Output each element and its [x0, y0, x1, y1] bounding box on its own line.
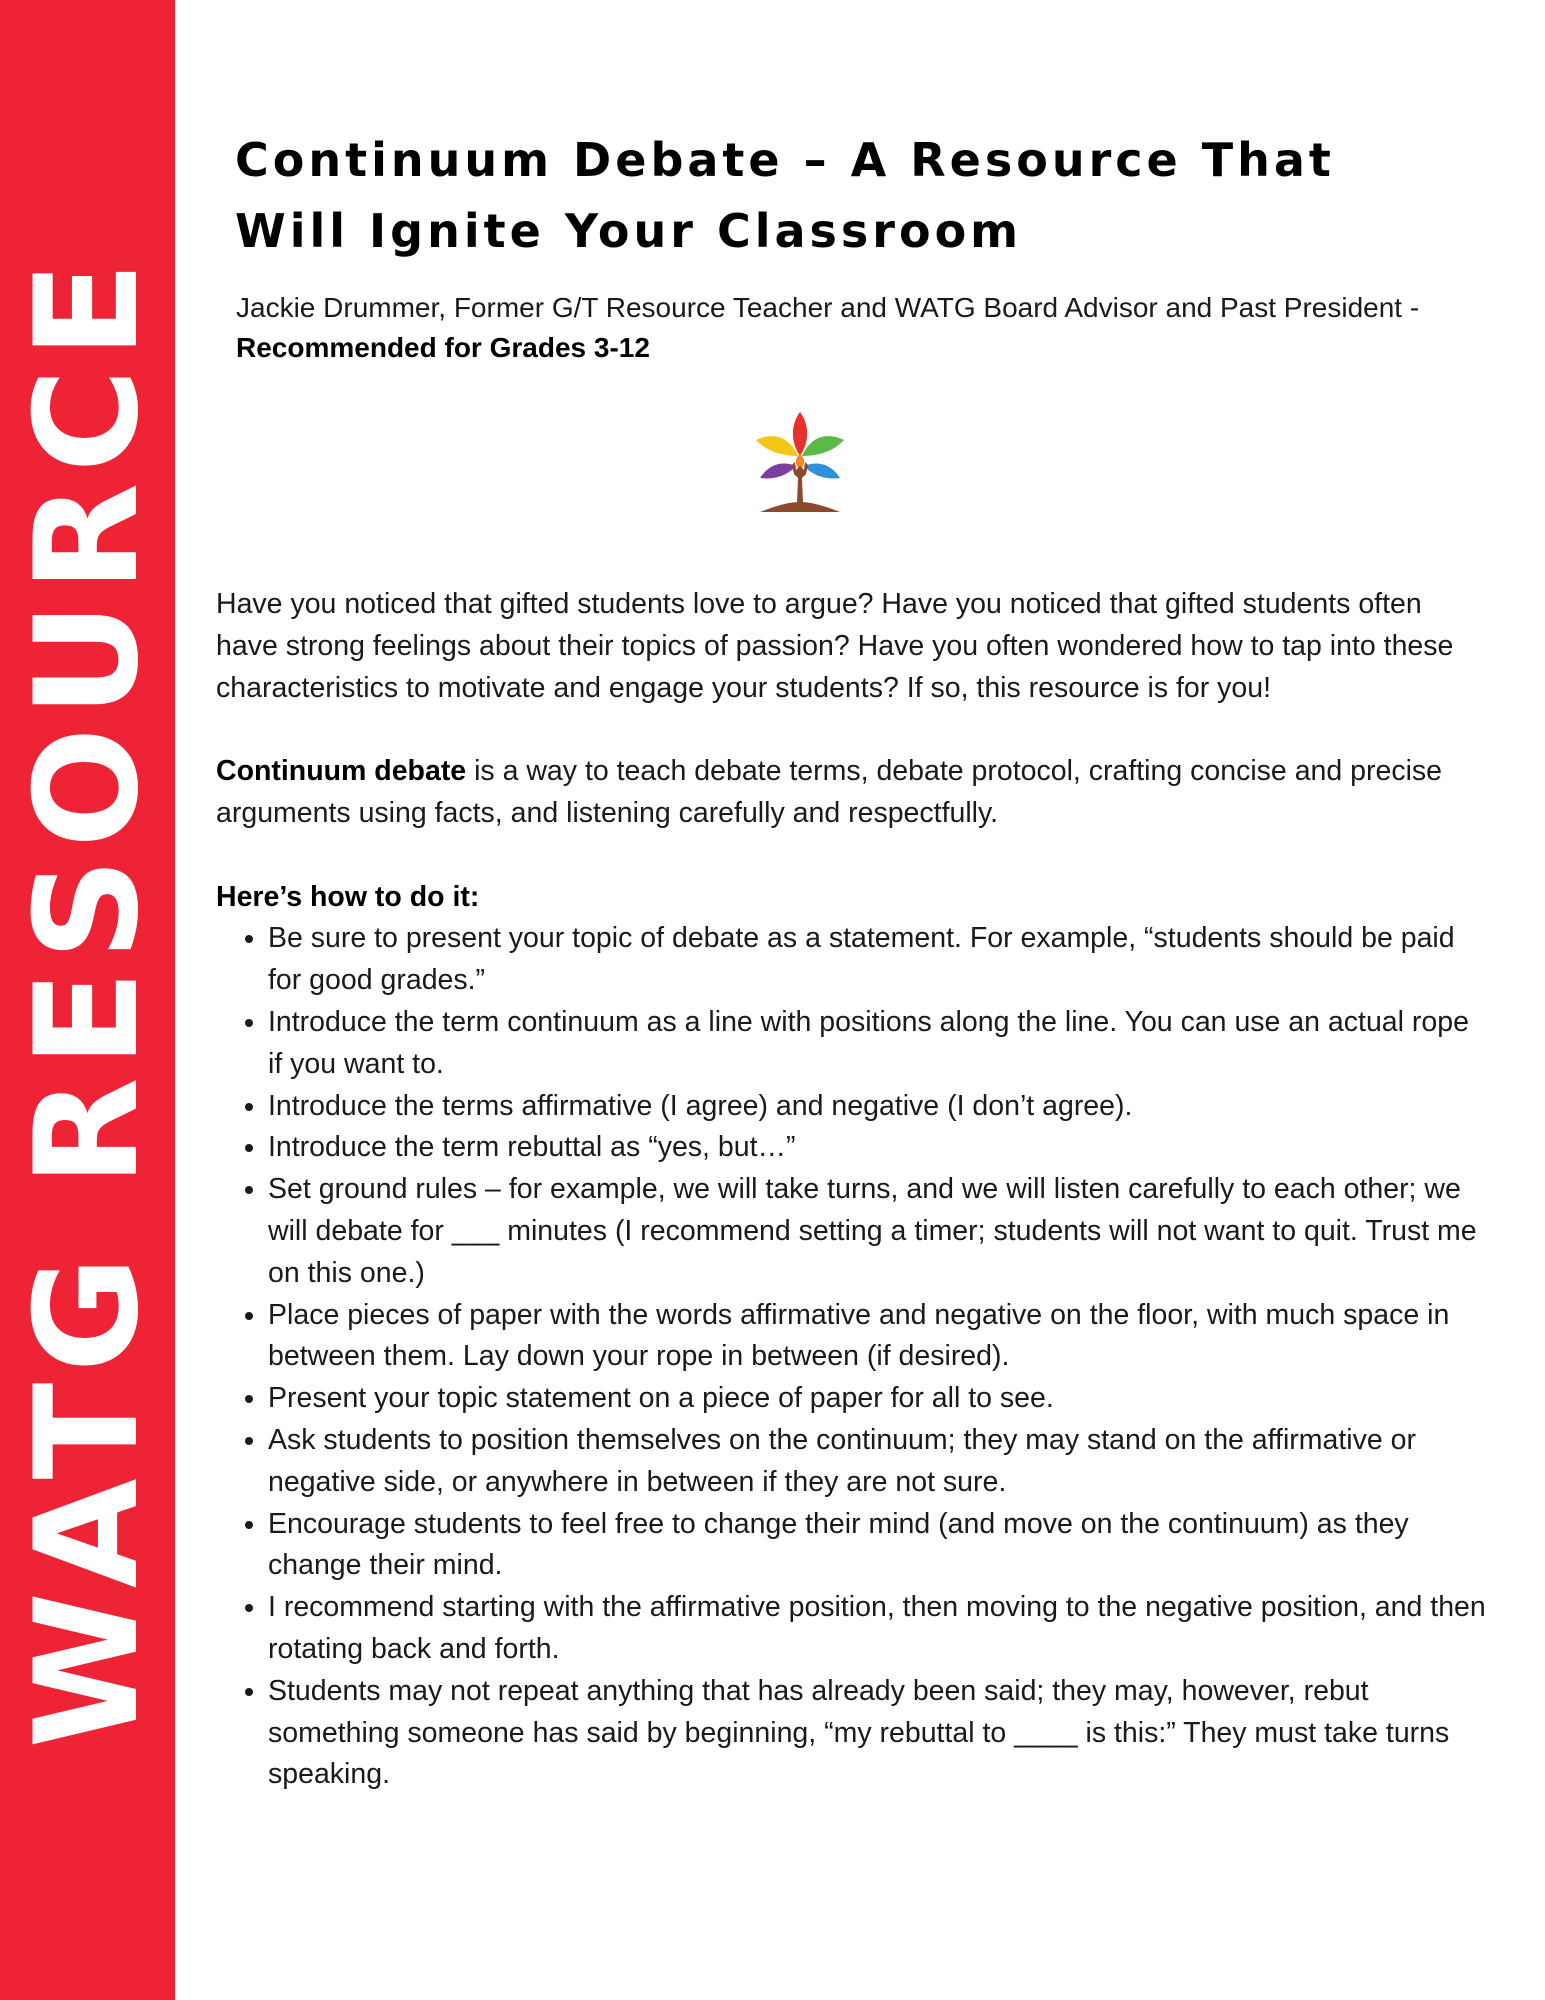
author-line — [236, 288, 1476, 368]
steps-heading: Here’s how to do it: — [216, 880, 480, 913]
definition-text: is a way to teach debate terms, debate protocol, crafting concise and precise arguments using facts, and listening carefully and respectfully. — [216, 755, 1443, 829]
list-item: • Introduce the terms affirmative (I agree) and negative (I don’t agree). — [268, 1086, 1491, 1128]
list-item: • Introduce the term continuum as a line with positions along the line. You can use an actual rope if you want to. — [268, 1002, 1491, 1086]
definition-term: Continuum debate — [216, 755, 467, 788]
list-item: • I recommend starting with the affirmative position, then moving to the negative position, and then rotating back and forth. — [268, 1587, 1491, 1671]
article-body — [216, 584, 1491, 1796]
tree-hand-logo-icon — [750, 408, 850, 520]
steps-list — [216, 918, 1491, 1796]
list-item: • Be sure to present your topic of debate as a statement. For example, “students should be paid for good grades.” — [268, 918, 1491, 1002]
list-item: • Set ground rules – for example, we will take turns, and we will listen carefully to each other; we will debate for ___ minutes (I recommend setting a timer; students will not want to quit. Trust me on this one.) — [268, 1169, 1491, 1294]
list-item: • Place pieces of paper with the words affirmative and negative on the floor, with much space in between them. Lay down your rope in between (if desired). — [268, 1295, 1491, 1379]
intro-paragraph: Have you noticed that gifted students love to argue? Have you noticed that gifted students often have strong feelings about their topics of passion? Have you often wondered how to tap into these characteristics to motivate and engage your students? If so, this resource is for you! — [216, 588, 1454, 704]
page-title: Continuum Debate – A Resource That Will Ignite Your Classroom — [235, 133, 1335, 258]
sidebar-band — [0, 0, 175, 2000]
list-item: • Students may not repeat anything that has already been said; they may, however, rebut something someone has said by beginning, “my rebuttal to ____ is this:” They must take turns speaking. — [268, 1671, 1491, 1796]
list-item: • Encourage students to feel free to change their mind (and move on the continuum) as they change their mind. — [268, 1504, 1491, 1588]
definition-paragraph — [216, 751, 1491, 835]
author-text: Jackie Drummer, Former G/T Resource Teacher and WATG Board Advisor and Past President - — [236, 292, 1420, 323]
list-item: • Present your topic statement on a piece of paper for all to see. — [268, 1378, 1491, 1420]
grade-recommendation: Recommended for Grades 3-12 — [236, 332, 650, 363]
list-item: • Introduce the term rebuttal as “yes, but…” — [268, 1127, 1491, 1169]
list-item: • Ask students to position themselves on the continuum; they may stand on the affirmative or negative side, or anywhere in between if they are not sure. — [268, 1420, 1491, 1504]
sidebar-label: WATG RESOURCE — [5, 251, 170, 1749]
